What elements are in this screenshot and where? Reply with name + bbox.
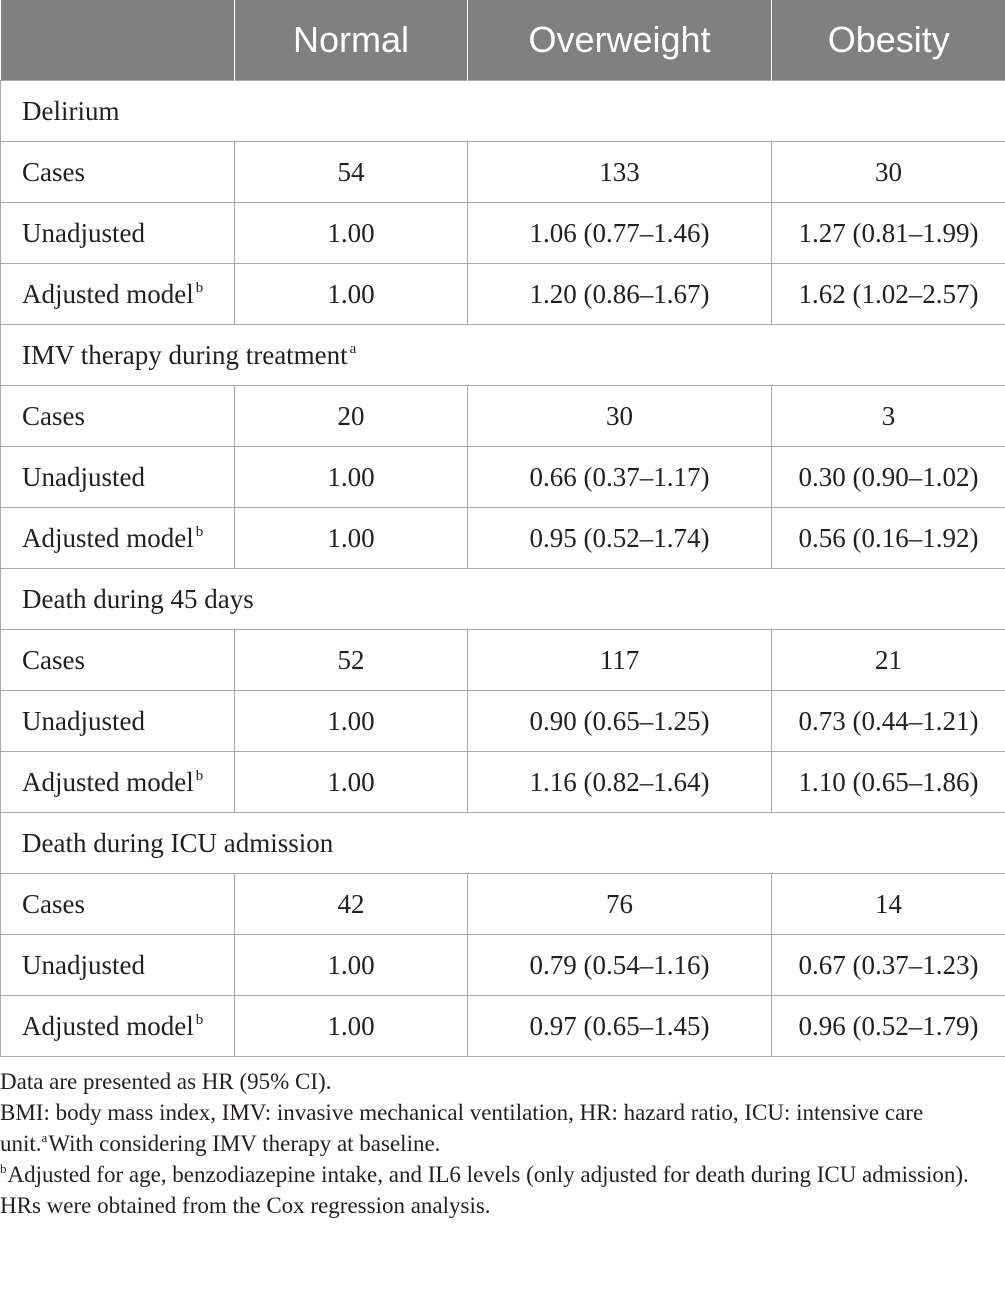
value-cell-normal: 1.00 — [235, 996, 468, 1057]
row-label-cell — [1, 691, 235, 752]
header-cell-normal: Normal — [235, 0, 468, 81]
row-label: Unadjusted — [22, 705, 145, 736]
value-cell-normal: 1.00 — [235, 203, 468, 264]
table-row — [1, 386, 1005, 447]
row-label-cell — [1, 447, 235, 508]
table-row — [1, 447, 1005, 508]
header-row — [1, 0, 1005, 81]
table-row — [1, 508, 1005, 569]
row-label-cell — [1, 142, 235, 203]
footnote-marker: b — [0, 1161, 7, 1176]
table-row — [1, 264, 1005, 325]
value-cell-obesity: 0.30 (0.90–1.02) — [772, 447, 1005, 508]
value-cell-overweight: 117 — [468, 630, 772, 691]
value-cell-overweight: 1.20 (0.86–1.67) — [468, 264, 772, 325]
value-cell-normal: 20 — [235, 386, 468, 447]
section-title: Death during 45 days — [22, 583, 254, 614]
row-label-cell — [1, 630, 235, 691]
footnote-text: With considering IMV therapy at baseline. — [48, 1131, 441, 1156]
footnote-line — [0, 1159, 1000, 1190]
section-title: Death during ICU admission — [22, 827, 334, 858]
row-label: Unadjusted — [22, 461, 145, 492]
row-label-cell — [1, 508, 235, 569]
table-header — [1, 0, 1005, 81]
footnote-marker: b — [195, 523, 204, 540]
value-cell-obesity: 1.62 (1.02–2.57) — [772, 264, 1005, 325]
table-row — [1, 996, 1005, 1057]
row-label: Unadjusted — [22, 217, 145, 248]
row-label-cell — [1, 264, 235, 325]
value-cell-normal: 42 — [235, 874, 468, 935]
row-label: Adjusted model — [22, 1010, 194, 1041]
section-title: IMV therapy during treatment — [22, 339, 348, 370]
row-label: Adjusted model — [22, 522, 194, 553]
value-cell-overweight: 0.79 (0.54–1.16) — [468, 935, 772, 996]
value-cell-obesity: 3 — [772, 386, 1005, 447]
header-cell-overweight: Overweight — [468, 0, 772, 81]
table-row — [1, 874, 1005, 935]
table-row — [1, 630, 1005, 691]
value-cell-obesity: 21 — [772, 630, 1005, 691]
table-row — [1, 142, 1005, 203]
value-cell-obesity: 1.27 (0.81–1.99) — [772, 203, 1005, 264]
row-label: Cases — [22, 644, 85, 675]
section-title-cell — [1, 813, 1005, 874]
value-cell-overweight: 0.95 (0.52–1.74) — [468, 508, 772, 569]
section-row — [1, 325, 1005, 386]
footnote-marker: b — [195, 1011, 204, 1028]
table-body — [1, 81, 1005, 1057]
value-cell-normal: 1.00 — [235, 935, 468, 996]
header-cell-obesity: Obesity — [772, 0, 1005, 81]
table-footnotes — [0, 1066, 1000, 1221]
row-label: Unadjusted — [22, 949, 145, 980]
value-cell-normal: 1.00 — [235, 508, 468, 569]
table-row — [1, 752, 1005, 813]
section-title: Delirium — [22, 95, 120, 126]
footnote-line — [0, 1097, 1000, 1159]
section-row — [1, 81, 1005, 142]
value-cell-overweight: 30 — [468, 386, 772, 447]
value-cell-normal: 1.00 — [235, 691, 468, 752]
row-label: Adjusted model — [22, 766, 194, 797]
footnote-marker: a — [349, 340, 357, 357]
row-label: Cases — [22, 888, 85, 919]
value-cell-overweight: 133 — [468, 142, 772, 203]
section-row — [1, 569, 1005, 630]
row-label: Adjusted model — [22, 278, 194, 309]
value-cell-normal: 1.00 — [235, 447, 468, 508]
footnote-text: BMI: body mass index, IMV: invasive mechanical ventilation, HR: hazard ratio, ICU: intensive care unit. — [0, 1100, 924, 1156]
footnote-marker: a — [41, 1130, 48, 1145]
row-label-cell — [1, 935, 235, 996]
row-label-cell — [1, 752, 235, 813]
table-row — [1, 935, 1005, 996]
value-cell-obesity: 30 — [772, 142, 1005, 203]
value-cell-normal: 1.00 — [235, 264, 468, 325]
section-title-cell — [1, 81, 1005, 142]
section-title-cell — [1, 569, 1005, 630]
row-label-cell — [1, 996, 235, 1057]
value-cell-overweight: 0.97 (0.65–1.45) — [468, 996, 772, 1057]
table-row — [1, 203, 1005, 264]
footnote-text: HRs were obtained from the Cox regression analysis. — [0, 1193, 491, 1218]
value-cell-overweight: 1.06 (0.77–1.46) — [468, 203, 772, 264]
header-cell-empty — [1, 0, 235, 81]
footnote-line — [0, 1066, 1000, 1097]
row-label: Cases — [22, 156, 85, 187]
value-cell-obesity: 0.56 (0.16–1.92) — [772, 508, 1005, 569]
value-cell-overweight: 0.66 (0.37–1.17) — [468, 447, 772, 508]
value-cell-overweight: 1.16 (0.82–1.64) — [468, 752, 772, 813]
value-cell-normal: 52 — [235, 630, 468, 691]
value-cell-normal: 54 — [235, 142, 468, 203]
value-cell-obesity: 14 — [772, 874, 1005, 935]
value-cell-normal: 1.00 — [235, 752, 468, 813]
row-label-cell — [1, 386, 235, 447]
footnote-text: Adjusted for age, benzodiazepine intake, and IL6 levels (only adjusted for death during ICU admission). — [7, 1162, 969, 1187]
footnote-marker: b — [195, 767, 204, 784]
row-label-cell — [1, 874, 235, 935]
row-label: Cases — [22, 400, 85, 431]
section-title-cell — [1, 325, 1005, 386]
row-label-cell — [1, 203, 235, 264]
section-row — [1, 813, 1005, 874]
value-cell-obesity: 1.10 (0.65–1.86) — [772, 752, 1005, 813]
table-row — [1, 691, 1005, 752]
footnote-text: Data are presented as HR (95% CI). — [0, 1069, 332, 1094]
value-cell-obesity: 0.96 (0.52–1.79) — [772, 996, 1005, 1057]
value-cell-obesity: 0.67 (0.37–1.23) — [772, 935, 1005, 996]
value-cell-overweight: 76 — [468, 874, 772, 935]
value-cell-obesity: 0.73 (0.44–1.21) — [772, 691, 1005, 752]
footnote-marker: b — [195, 279, 204, 296]
footnote-line — [0, 1190, 1000, 1221]
value-cell-overweight: 0.90 (0.65–1.25) — [468, 691, 772, 752]
